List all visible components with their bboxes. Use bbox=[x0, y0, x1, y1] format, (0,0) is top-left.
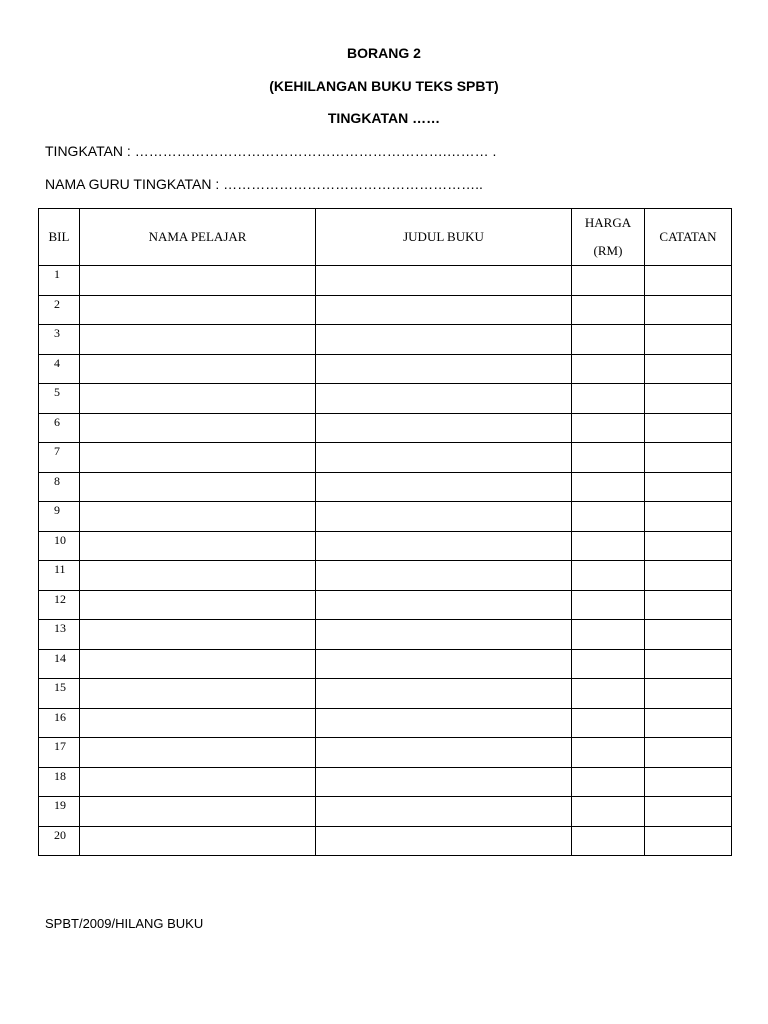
column-header-harga bbox=[572, 209, 645, 266]
judul-buku-cell[interactable] bbox=[316, 266, 572, 296]
table-row bbox=[39, 561, 732, 591]
nama-pelajar-cell[interactable] bbox=[80, 708, 316, 738]
table-row bbox=[39, 413, 732, 443]
catatan-cell[interactable] bbox=[645, 354, 732, 384]
row-number: 13 bbox=[39, 620, 80, 650]
form-code: SPBT/2009/HILANG BUKU bbox=[45, 916, 204, 931]
table-row bbox=[39, 826, 732, 856]
column-header-catatan: CATATAN bbox=[645, 209, 732, 266]
table-body bbox=[39, 266, 732, 856]
catatan-cell[interactable] bbox=[645, 325, 732, 355]
row-number: 12 bbox=[39, 590, 80, 620]
nama-pelajar-cell[interactable] bbox=[80, 413, 316, 443]
catatan-cell[interactable] bbox=[645, 620, 732, 650]
judul-buku-cell[interactable] bbox=[316, 561, 572, 591]
table-row bbox=[39, 384, 732, 414]
nama-pelajar-cell[interactable] bbox=[80, 502, 316, 532]
nama-pelajar-cell[interactable] bbox=[80, 649, 316, 679]
row-number: 17 bbox=[39, 738, 80, 768]
judul-buku-cell[interactable] bbox=[316, 738, 572, 768]
row-number: 10 bbox=[39, 531, 80, 561]
row-number: 14 bbox=[39, 649, 80, 679]
harga-cell[interactable] bbox=[572, 354, 645, 384]
nama-pelajar-cell[interactable] bbox=[80, 826, 316, 856]
catatan-cell[interactable] bbox=[645, 561, 732, 591]
catatan-cell[interactable] bbox=[645, 767, 732, 797]
table-row bbox=[39, 531, 732, 561]
form-level-heading: TINGKATAN …… bbox=[327, 110, 441, 126]
harga-cell[interactable] bbox=[572, 826, 645, 856]
catatan-cell[interactable] bbox=[645, 384, 732, 414]
harga-cell[interactable] bbox=[572, 472, 645, 502]
catatan-cell[interactable] bbox=[645, 826, 732, 856]
harga-unit: (RM) bbox=[593, 243, 623, 258]
nama-pelajar-cell[interactable] bbox=[80, 531, 316, 561]
harga-cell[interactable] bbox=[572, 708, 645, 738]
catatan-cell[interactable] bbox=[645, 531, 732, 561]
table-row bbox=[39, 295, 732, 325]
table-header-row bbox=[39, 209, 732, 266]
judul-buku-cell[interactable] bbox=[316, 502, 572, 532]
catatan-cell[interactable] bbox=[645, 649, 732, 679]
nama-guru-field: NAMA GURU TINGKATAN : ……………………………………………….. bbox=[45, 176, 483, 192]
harga-cell[interactable] bbox=[572, 649, 645, 679]
harga-cell[interactable] bbox=[572, 767, 645, 797]
column-header-nama-pelajar: NAMA PELAJAR bbox=[80, 209, 316, 266]
tingkatan-field: TINGKATAN : ………………………………………………………….……… . bbox=[45, 143, 497, 159]
table-row bbox=[39, 502, 732, 532]
form-title: BORANG 2 bbox=[347, 45, 421, 61]
catatan-cell[interactable] bbox=[645, 472, 732, 502]
judul-buku-cell[interactable] bbox=[316, 767, 572, 797]
nama-pelajar-cell[interactable] bbox=[80, 384, 316, 414]
row-number: 2 bbox=[39, 295, 80, 325]
table-row bbox=[39, 354, 732, 384]
judul-buku-cell[interactable] bbox=[316, 384, 572, 414]
row-number: 11 bbox=[39, 561, 80, 591]
catatan-cell[interactable] bbox=[645, 266, 732, 296]
table-row bbox=[39, 590, 732, 620]
table-row bbox=[39, 679, 732, 709]
harga-cell[interactable] bbox=[572, 413, 645, 443]
nama-pelajar-cell[interactable] bbox=[80, 620, 316, 650]
catatan-cell[interactable] bbox=[645, 502, 732, 532]
table-row bbox=[39, 649, 732, 679]
row-number: 16 bbox=[39, 708, 80, 738]
judul-buku-cell[interactable] bbox=[316, 295, 572, 325]
harga-cell[interactable] bbox=[572, 620, 645, 650]
harga-cell[interactable] bbox=[572, 266, 645, 296]
row-number: 19 bbox=[39, 797, 80, 827]
harga-cell[interactable] bbox=[572, 443, 645, 473]
harga-cell[interactable] bbox=[572, 531, 645, 561]
nama-pelajar-cell[interactable] bbox=[80, 738, 316, 768]
row-number: 8 bbox=[39, 472, 80, 502]
judul-buku-cell[interactable] bbox=[316, 472, 572, 502]
nama-pelajar-cell[interactable] bbox=[80, 767, 316, 797]
table-row bbox=[39, 472, 732, 502]
judul-buku-cell[interactable] bbox=[316, 443, 572, 473]
nama-pelajar-cell[interactable] bbox=[80, 354, 316, 384]
harga-cell[interactable] bbox=[572, 738, 645, 768]
catatan-cell[interactable] bbox=[645, 738, 732, 768]
harga-cell[interactable] bbox=[572, 502, 645, 532]
harga-cell[interactable] bbox=[572, 590, 645, 620]
judul-buku-cell[interactable] bbox=[316, 620, 572, 650]
catatan-cell[interactable] bbox=[645, 443, 732, 473]
judul-buku-cell[interactable] bbox=[316, 649, 572, 679]
catatan-cell[interactable] bbox=[645, 590, 732, 620]
column-header-judul-buku: JUDUL BUKU bbox=[316, 209, 572, 266]
row-number: 15 bbox=[39, 679, 80, 709]
harga-cell[interactable] bbox=[572, 325, 645, 355]
row-number: 5 bbox=[39, 384, 80, 414]
harga-cell[interactable] bbox=[572, 561, 645, 591]
column-header-bil: BIL bbox=[39, 209, 80, 266]
table-row bbox=[39, 266, 732, 296]
row-number: 6 bbox=[39, 413, 80, 443]
nama-pelajar-cell[interactable] bbox=[80, 590, 316, 620]
catatan-cell[interactable] bbox=[645, 679, 732, 709]
table-row bbox=[39, 620, 732, 650]
judul-buku-cell[interactable] bbox=[316, 413, 572, 443]
lost-books-table bbox=[38, 208, 732, 856]
judul-buku-cell[interactable] bbox=[316, 679, 572, 709]
form-subtitle: (KEHILANGAN BUKU TEKS SPBT) bbox=[269, 78, 499, 94]
harga-label: HARGA bbox=[584, 215, 632, 230]
row-number: 3 bbox=[39, 325, 80, 355]
row-number: 9 bbox=[39, 502, 80, 532]
judul-buku-cell[interactable] bbox=[316, 708, 572, 738]
table-row bbox=[39, 797, 732, 827]
row-number: 18 bbox=[39, 767, 80, 797]
table-row bbox=[39, 443, 732, 473]
row-number: 7 bbox=[39, 443, 80, 473]
catatan-cell[interactable] bbox=[645, 413, 732, 443]
nama-pelajar-cell[interactable] bbox=[80, 797, 316, 827]
table-row bbox=[39, 708, 732, 738]
table-row bbox=[39, 738, 732, 768]
judul-buku-cell[interactable] bbox=[316, 325, 572, 355]
row-number: 1 bbox=[39, 266, 80, 296]
row-number: 4 bbox=[39, 354, 80, 384]
harga-cell[interactable] bbox=[572, 797, 645, 827]
harga-cell[interactable] bbox=[572, 295, 645, 325]
table-row bbox=[39, 767, 732, 797]
judul-buku-cell[interactable] bbox=[316, 590, 572, 620]
nama-pelajar-cell[interactable] bbox=[80, 443, 316, 473]
judul-buku-cell[interactable] bbox=[316, 826, 572, 856]
nama-pelajar-cell[interactable] bbox=[80, 325, 316, 355]
nama-pelajar-cell[interactable] bbox=[80, 561, 316, 591]
nama-pelajar-cell[interactable] bbox=[80, 472, 316, 502]
judul-buku-cell[interactable] bbox=[316, 531, 572, 561]
nama-pelajar-cell[interactable] bbox=[80, 679, 316, 709]
row-number: 20 bbox=[39, 826, 80, 856]
table-row bbox=[39, 325, 732, 355]
judul-buku-cell[interactable] bbox=[316, 354, 572, 384]
catatan-cell[interactable] bbox=[645, 295, 732, 325]
catatan-cell[interactable] bbox=[645, 797, 732, 827]
nama-pelajar-cell[interactable] bbox=[80, 266, 316, 296]
judul-buku-cell[interactable] bbox=[316, 797, 572, 827]
nama-pelajar-cell[interactable] bbox=[80, 295, 316, 325]
harga-cell[interactable] bbox=[572, 679, 645, 709]
harga-cell[interactable] bbox=[572, 384, 645, 414]
catatan-cell[interactable] bbox=[645, 708, 732, 738]
